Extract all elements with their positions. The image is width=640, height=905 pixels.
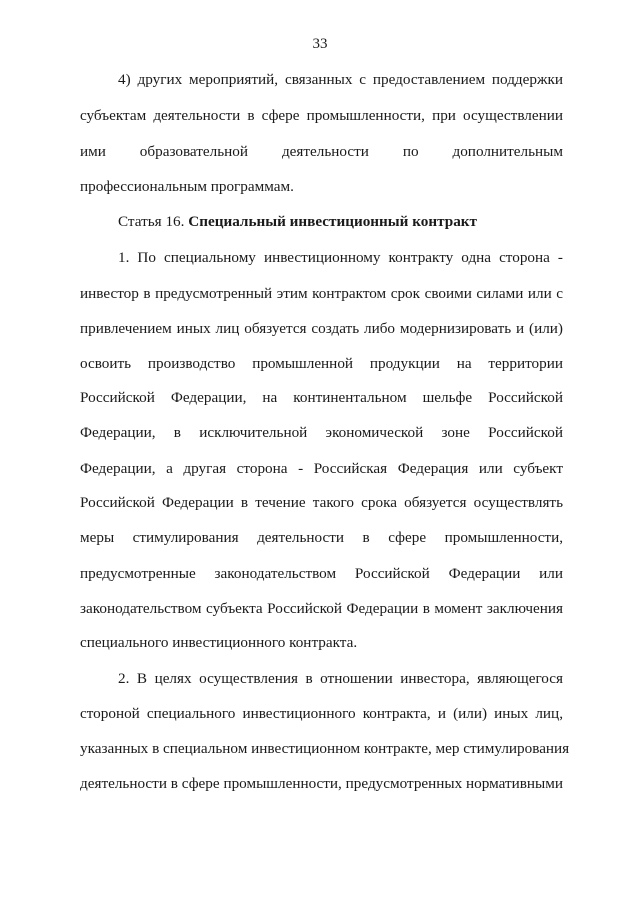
- para1-line-9: меры стимулирования деятельности в сфере промышленности,: [80, 529, 563, 546]
- para1-line-10: предусмотренные законодательством Российской Федерации или: [80, 565, 563, 582]
- para1-line-7: Федерации, а другая сторона - Российская Федерация или субъект: [80, 460, 563, 477]
- para1-line-12: специального инвестиционного контракта.: [80, 634, 358, 651]
- page-number: 33: [312, 36, 328, 52]
- para2-line-2: стороной специального инвестиционного контракта, и (или) иных лиц,: [80, 705, 563, 722]
- item4-line-2: субъектам деятельности в сфере промышленности, при осуществлении: [80, 107, 563, 124]
- para1-line-11: законодательством субъекта Российской Федерации в момент заключения: [80, 600, 563, 617]
- para2-line-4: деятельности в сфере промышленности, предусмотренных нормативными: [80, 775, 563, 792]
- para2-line-3: указанных в специальном инвестиционном контракте, мер стимулирования: [80, 740, 570, 757]
- para1-line-1: 1. По специальному инвестиционному контракту одна сторона -: [118, 249, 563, 266]
- para1-line-3: привлечением иных лиц обязуется создать либо модернизировать и (или): [80, 320, 563, 337]
- para1-line-4: освоить производство промышленной продукции на территории: [80, 355, 563, 372]
- article-prefix: Статья 16.: [118, 213, 185, 230]
- para1-line-6: Федерации, в исключительной экономической зоне Российской: [80, 424, 563, 441]
- para1-line-5: Российской Федерации, на континентальном шельфе Российской: [80, 389, 563, 406]
- para1-line-8: Российской Федерации в течение такого срока обязуется осуществлять: [80, 494, 563, 511]
- para1-line-2: инвестор в предусмотренный этим контрактом срок своими силами или с: [80, 285, 563, 302]
- item4-line-3: ими образовательной деятельности по дополнительным: [80, 143, 563, 160]
- article-title: Специальный инвестиционный контракт: [188, 213, 478, 230]
- article-heading: [118, 213, 477, 231]
- item4-line-1: 4) других мероприятий, связанных с предоставлением поддержки: [118, 71, 563, 88]
- item4-line-4: профессиональным программам.: [80, 178, 294, 195]
- para2-line-1: 2. В целях осуществления в отношении инвестора, являющегося: [118, 670, 563, 687]
